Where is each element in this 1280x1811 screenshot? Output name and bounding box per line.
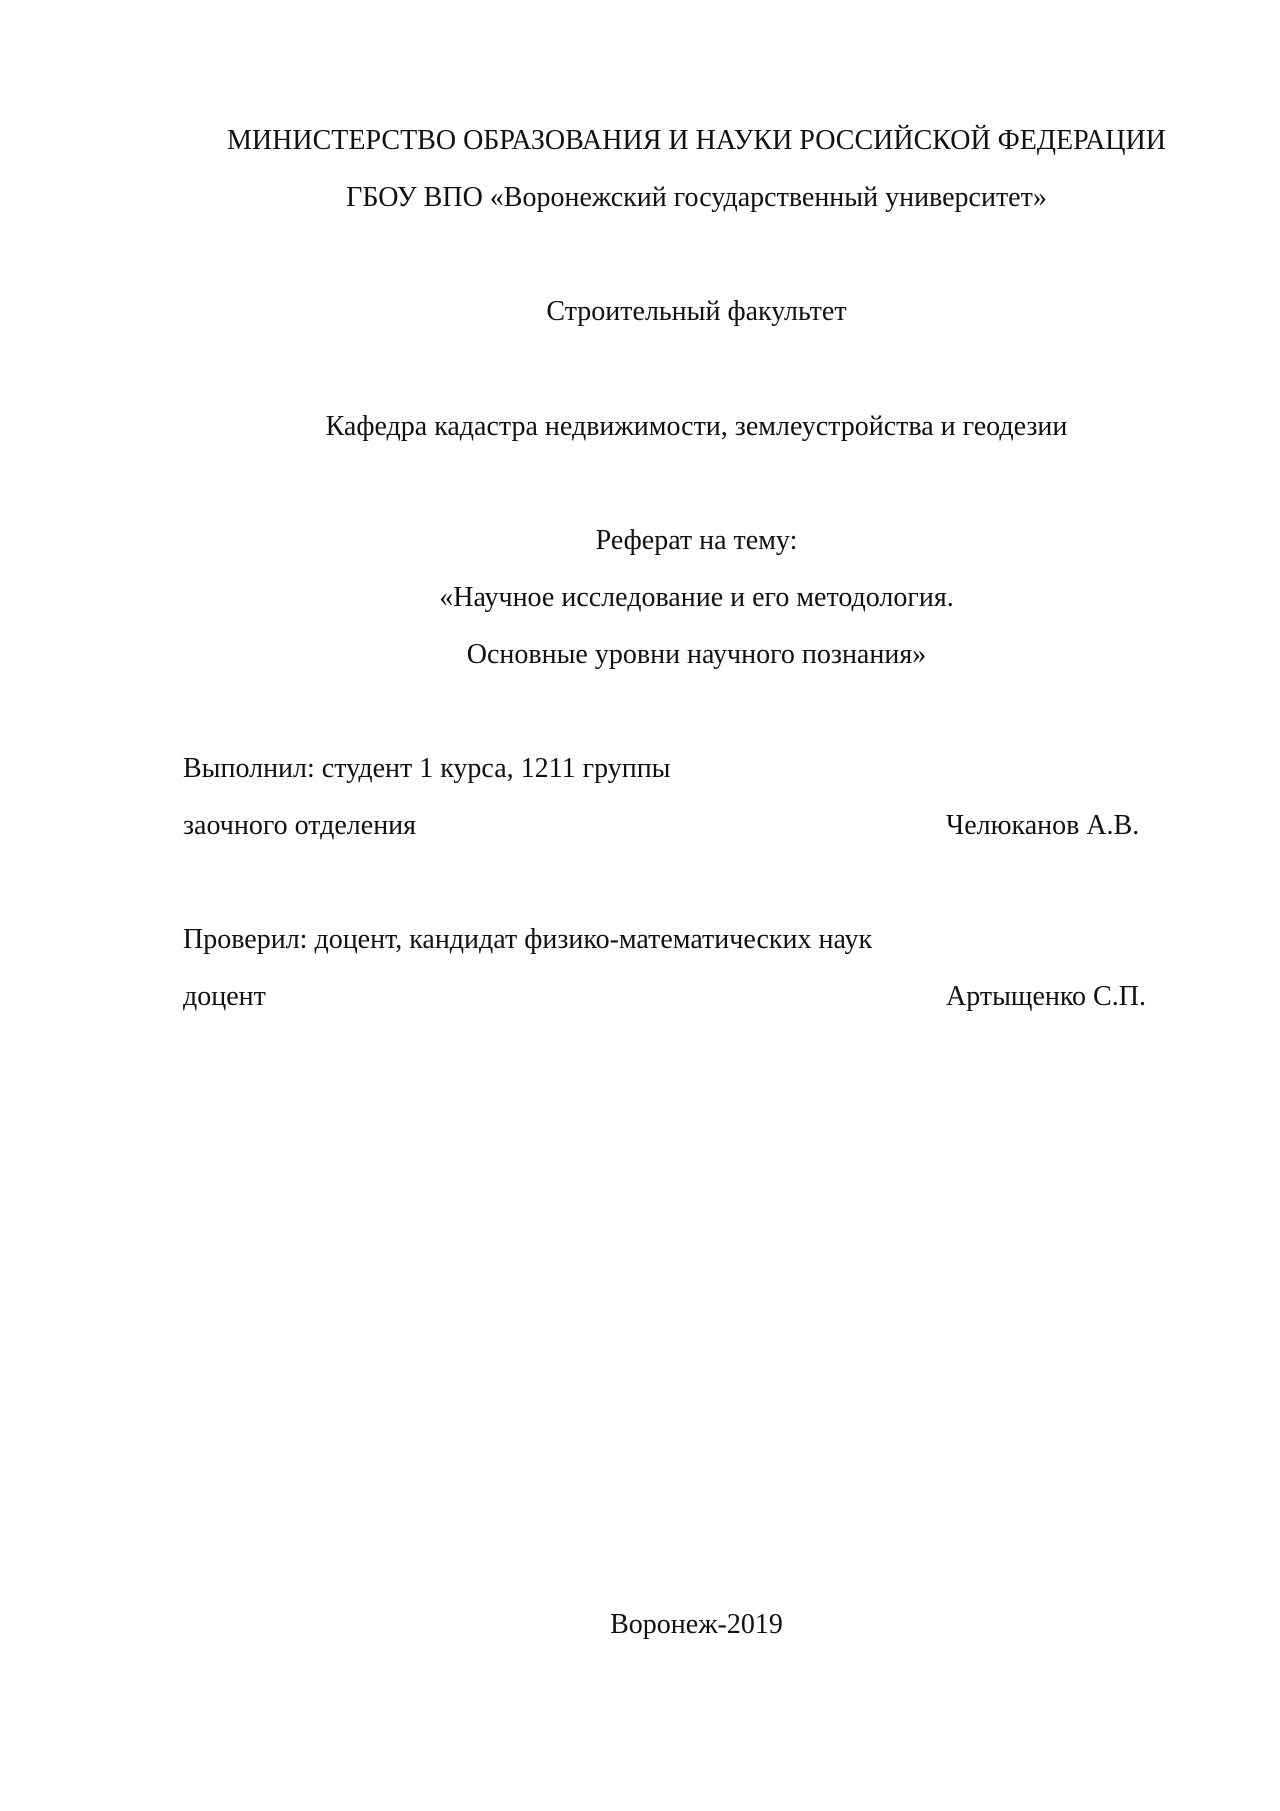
faculty-name: Строительный факультет <box>546 296 847 327</box>
checked-by-description: Проверил: доцент, кандидат физико-математических наук <box>183 924 873 955</box>
performed-by-department: заочного отделения <box>183 810 417 841</box>
performed-by-description: Выполнил: студент 1 курса, 1211 группы <box>183 753 671 784</box>
abstract-topic-label: Реферат на тему: <box>595 525 798 556</box>
department-name: Кафедра кадастра недвижимости, землеустройства и геодезии <box>325 411 1068 442</box>
city-year: Воронеж-2019 <box>610 1609 783 1640</box>
abstract-topic-line-1: «Научное исследование и его методология. <box>439 582 954 613</box>
university-name: ГБОУ ВПО «Воронежский государственный университет» <box>346 182 1047 213</box>
checked-by-role: доцент <box>183 981 266 1012</box>
abstract-topic-line-2: Основные уровни научного познания» <box>466 639 927 670</box>
ministry-heading: МИНИСТЕРСТВО ОБРАЗОВАНИЯ И НАУКИ РОССИЙСКОЙ ФЕДЕРАЦИИ <box>227 125 1166 156</box>
student-name: Челюканов А.В. <box>946 810 1140 841</box>
reviewer-name: Артыщенко С.П. <box>946 981 1146 1012</box>
